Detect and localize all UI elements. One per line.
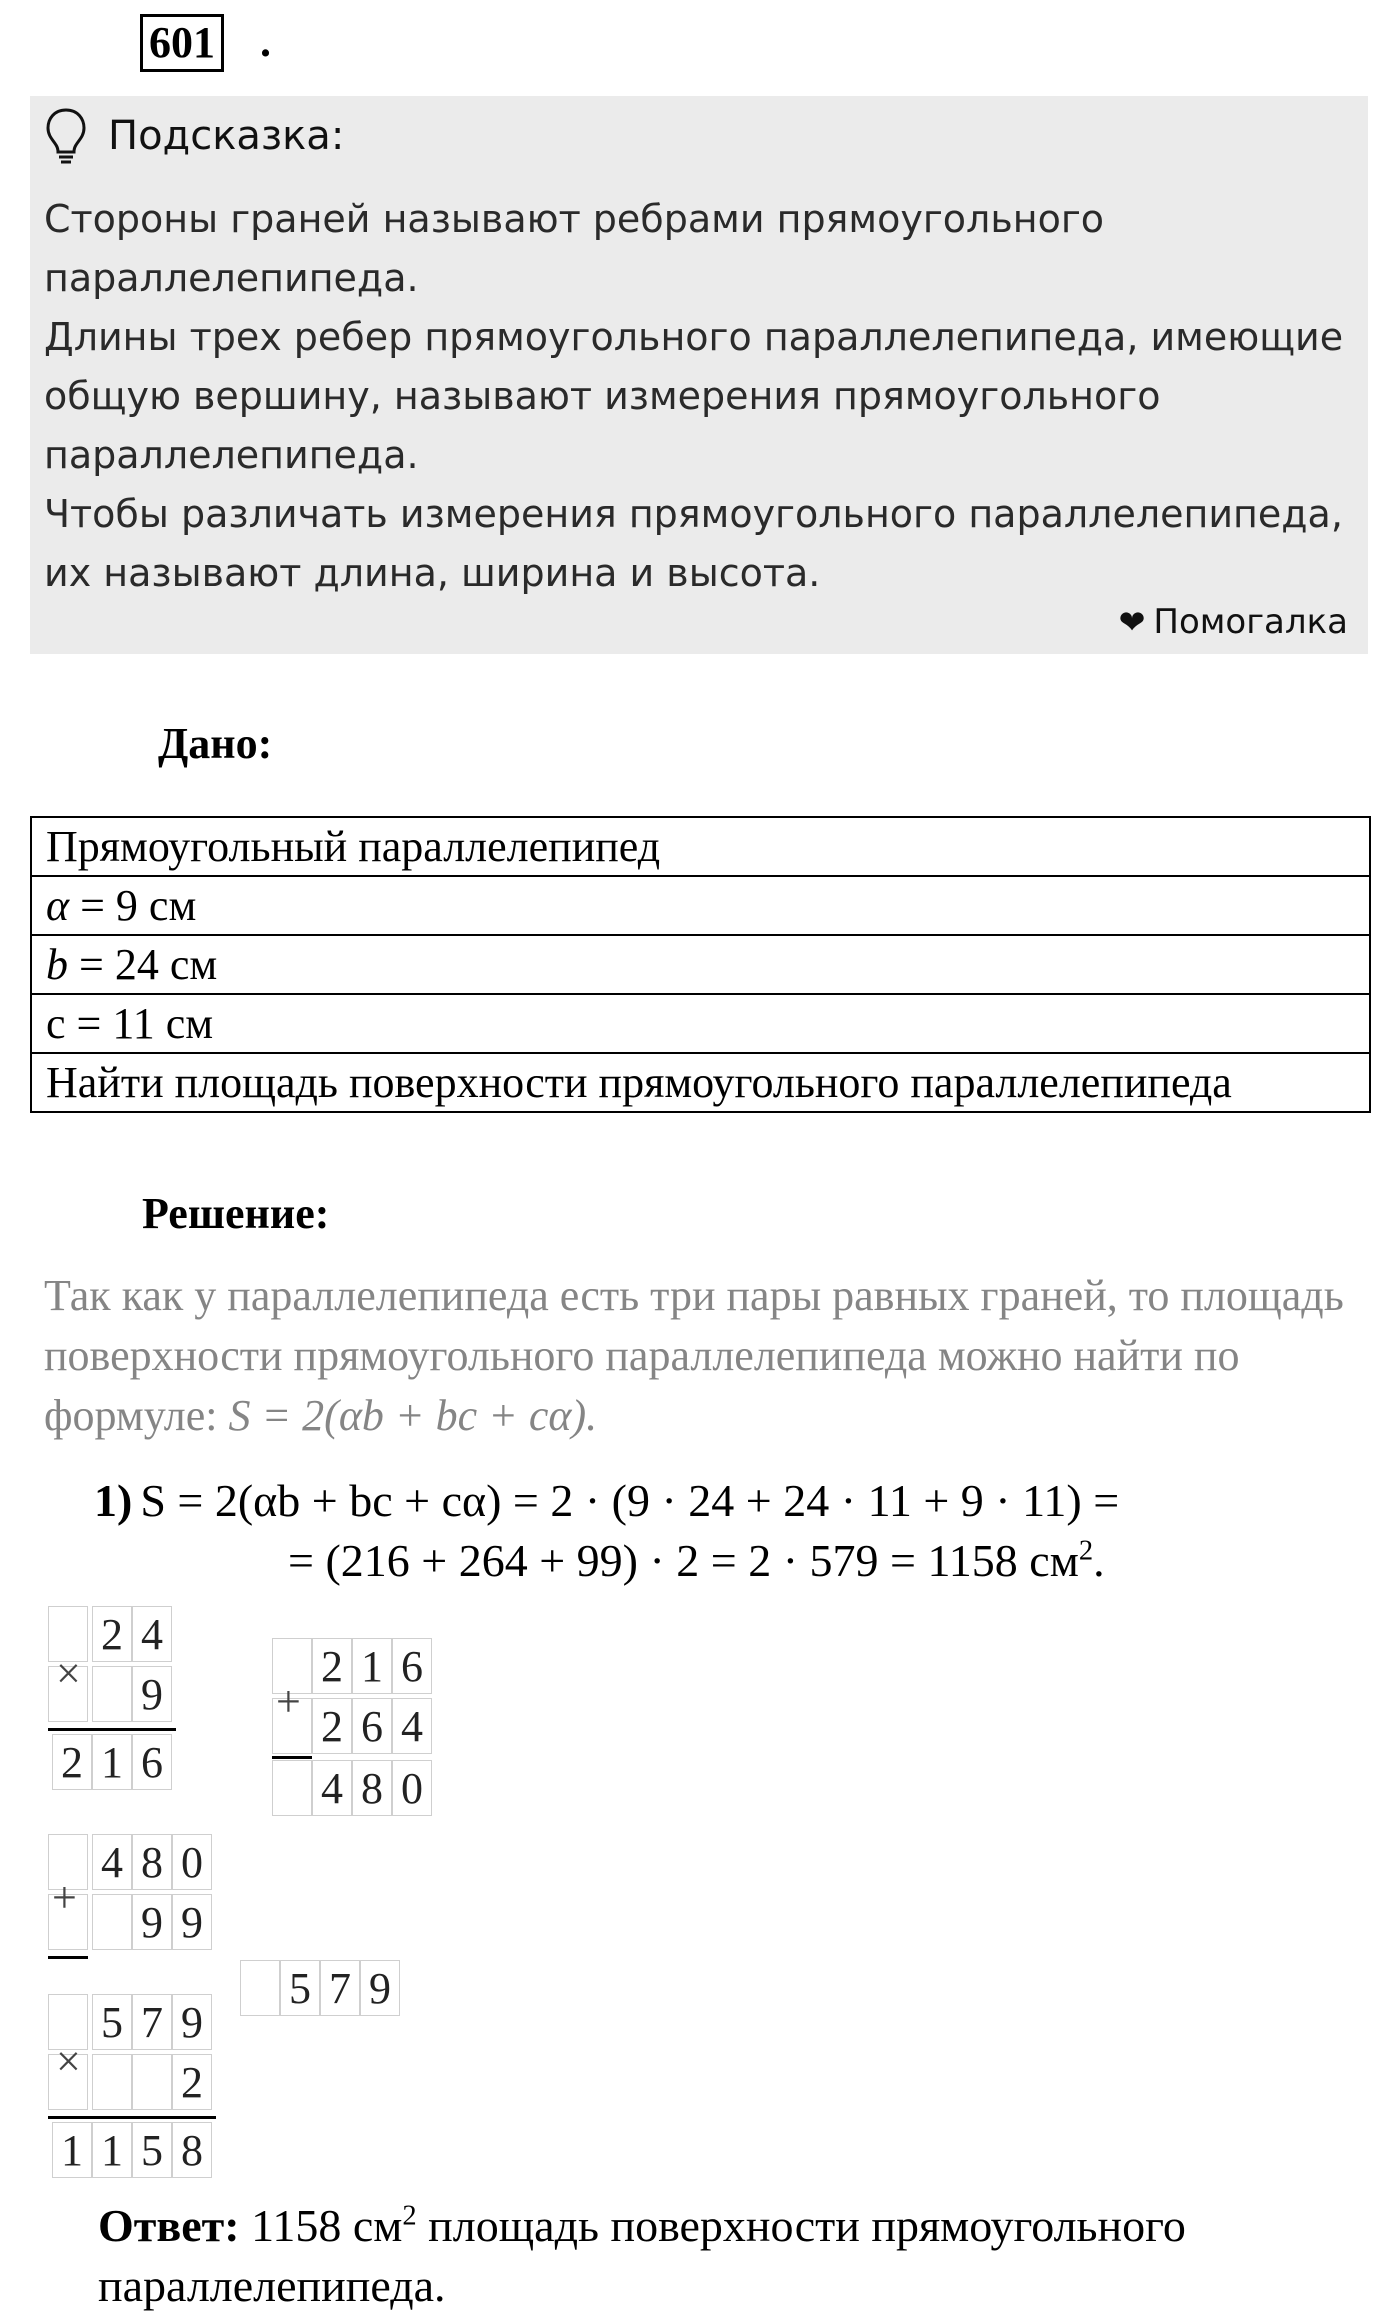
grid-digit: 5 (92, 1994, 132, 2050)
hint-paragraph: Стороны граней называют ребрами прямоугольного параллелепипеда. (44, 197, 1105, 300)
variable-alpha: α (46, 881, 70, 930)
grid-digit (92, 1894, 132, 1950)
plus-sign: + (52, 1873, 77, 1922)
grid-digit: 9 (132, 1666, 172, 1722)
solution-intro (44, 1266, 1364, 1446)
grid-digit: 4 (92, 1834, 132, 1890)
multiplication-24-by-9 (48, 1606, 178, 1792)
grid-digit: 1 (92, 1734, 132, 1790)
grid-digit: 6 (352, 1698, 392, 1754)
addition-216-264 (272, 1638, 442, 1824)
given-value: = 9 см (69, 881, 197, 930)
given-row (31, 935, 1370, 994)
hint-footer-label: Помогалка (1153, 602, 1348, 642)
answer (98, 2196, 1298, 2316)
sum-579 (240, 1960, 410, 2020)
sum-line (48, 1956, 88, 1959)
grid-digit: 1 (352, 1638, 392, 1694)
grid-digit: 9 (132, 1894, 172, 1950)
hint-title: Подсказка: (108, 113, 345, 159)
grid-digit: 8 (172, 2122, 212, 2178)
grid-digit: 2 (312, 1638, 352, 1694)
grid-digit: 6 (132, 1734, 172, 1790)
hint-paragraph: Длины трех ребер прямоугольного параллелепипеда, имеющие общую вершину, называют измерения прямоугольного параллелепипеда. (44, 315, 1344, 477)
given-table (30, 816, 1371, 1113)
step-label: 1) (94, 1475, 133, 1526)
grid-digit: 2 (52, 1734, 92, 1790)
grid-digit (132, 2054, 172, 2110)
variable-b: b (46, 940, 68, 989)
grid-digit: 2 (312, 1698, 352, 1754)
addition-480-99 (48, 1834, 218, 1964)
answer-value: 1158 см (251, 2200, 403, 2251)
solution-title: Решение: (142, 1189, 330, 1238)
grid-digit: 0 (392, 1760, 432, 1816)
given-row (31, 876, 1370, 935)
grid-digit: 8 (132, 1834, 172, 1890)
task-number: 601 (140, 14, 224, 72)
multiplication-579-by-2 (48, 1994, 228, 2180)
grid-digit: 4 (312, 1760, 352, 1816)
hint-paragraph: Чтобы различать измерения прямоугольного параллелепипеда, их называют длина, ширина и высота. (44, 492, 1343, 595)
given-value: = 24 см (68, 940, 218, 989)
hint-box (30, 96, 1368, 654)
grid-digit: 9 (360, 1960, 400, 2016)
given-cell (31, 935, 1370, 994)
step-1-expression-cont: = (216 + 264 + 99) · 2 = 2 · 579 = 1158 см (288, 1535, 1079, 1586)
grid-digit: 7 (320, 1960, 360, 2016)
multiply-sign: × (56, 1649, 81, 1698)
sum-line (272, 1756, 312, 1759)
grid-digit: 8 (352, 1760, 392, 1816)
grid-digit: 2 (92, 1606, 132, 1662)
step-1-end: . (1093, 1535, 1105, 1586)
task-number-dot: . (260, 17, 271, 66)
step-1-line1 (94, 1470, 1119, 1532)
solution-formula: S = 2(αb + bc + cα). (228, 1391, 598, 1440)
grid-digit: 7 (132, 1994, 172, 2050)
solution-intro-text: Так как у параллелепипеда есть три пары равных граней, то площадь поверхности прямоугольного параллелепипеда можно найти по формуле: (44, 1271, 1344, 1440)
hint-footer[interactable] (1119, 600, 1348, 644)
given-cell: с = 11 см (31, 994, 1370, 1053)
grid-digit: 9 (172, 1894, 212, 1950)
heart-icon: ❤ (1118, 603, 1146, 641)
grid-cell (272, 1760, 312, 1816)
hint-text (44, 190, 1364, 603)
given-row (31, 994, 1370, 1053)
given-cell: Прямоугольный параллелепипед (31, 817, 1370, 876)
grid-digit: 4 (392, 1698, 432, 1754)
step-1-expression: S = 2(αb + bc + cα) = 2 · (9 · 24 + 24 · 11 + 9 · 11) = (140, 1475, 1120, 1526)
grid-digit: 1 (92, 2122, 132, 2178)
grid-digit: 6 (392, 1638, 432, 1694)
answer-text: площадь поверхности прямоугольного параллелепипеда. (98, 2200, 1186, 2311)
grid-digit: 9 (172, 1994, 212, 2050)
grid-digit: 4 (132, 1606, 172, 1662)
step-1-exponent: 2 (1078, 1535, 1094, 1567)
grid-digit: 5 (132, 2122, 172, 2178)
given-cell (31, 876, 1370, 935)
step-1-line2 (288, 1530, 1105, 1592)
result-line (48, 2116, 216, 2119)
result-line (48, 1728, 176, 1731)
answer-label: Ответ: (98, 2200, 240, 2251)
grid-digit: 0 (172, 1834, 212, 1890)
plus-sign: + (276, 1677, 301, 1726)
grid-digit: 2 (172, 2054, 212, 2110)
grid-cell (240, 1960, 280, 2016)
given-cell: Найти площадь поверхности прямоугольного параллелепипеда (31, 1053, 1370, 1112)
grid-digit (92, 2054, 132, 2110)
grid-digit: 1 (52, 2122, 92, 2178)
lightbulb-icon (44, 106, 88, 166)
multiply-sign: × (56, 2037, 81, 2086)
grid-digit (92, 1666, 132, 1722)
given-row (31, 1053, 1370, 1112)
given-row (31, 817, 1370, 876)
grid-digit: 5 (280, 1960, 320, 2016)
answer-exponent: 2 (402, 2200, 417, 2232)
given-title: Дано: (158, 719, 273, 768)
